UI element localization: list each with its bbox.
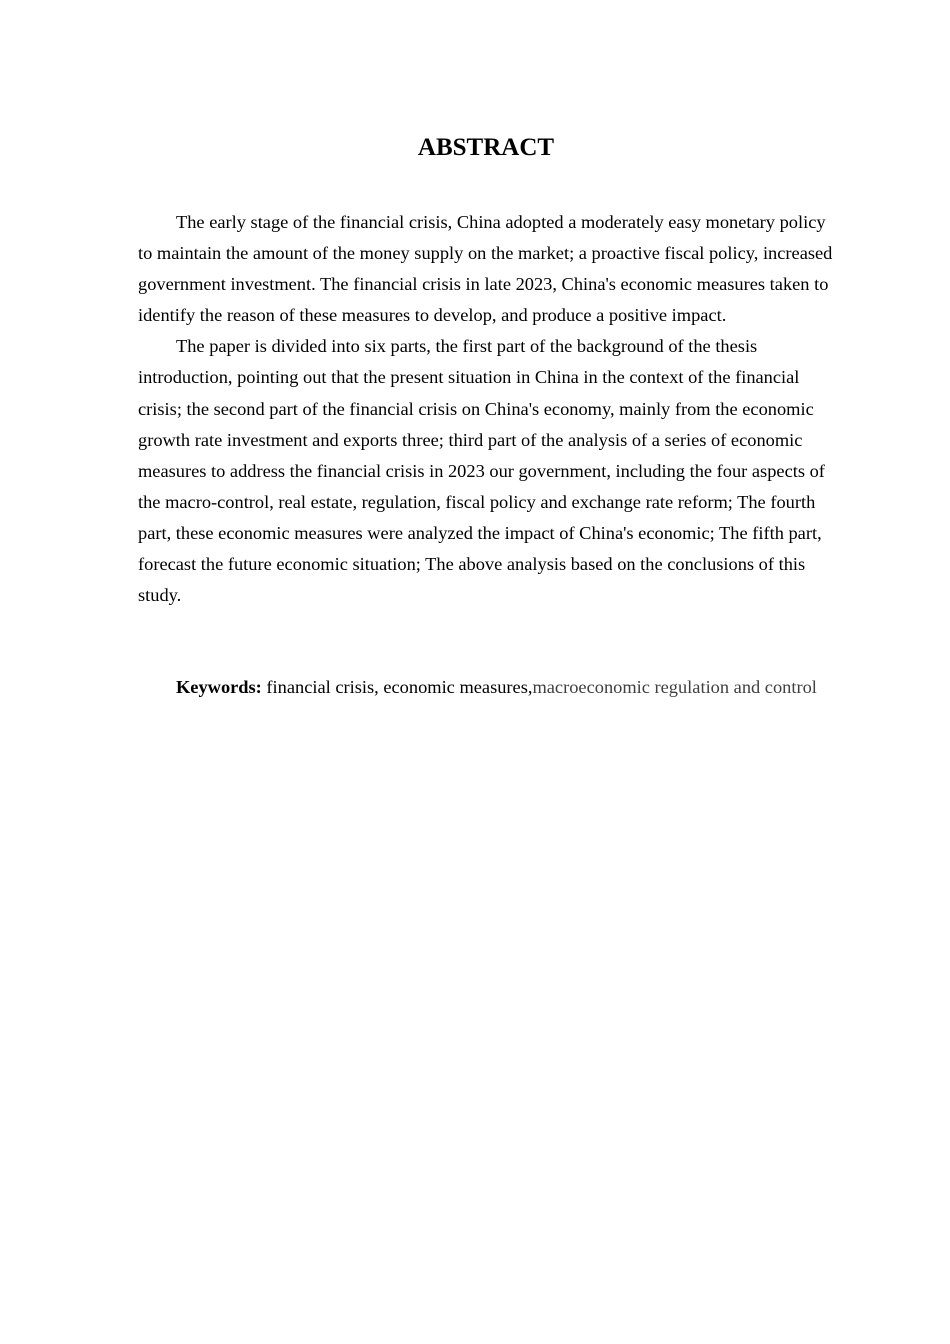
abstract-title: ABSTRACT bbox=[417, 134, 555, 161]
keywords-line bbox=[138, 672, 834, 703]
abstract-paragraph-2: The paper is divided into six parts, the first part of the background of the thesis introduction, pointing out that the present situation in China in the context of the financial crisis; the second part of the financial crisis on China's economy, mainly from the economic growth rate investment and exports three; third part of the analysis of a series of economic measures to address the financial crisis in 2023 our government, including the four aspects of the macro-control, real estate, regulation, fiscal policy and exchange rate reform; The fourth part, these economic measures were analyzed the impact of China's economic; The fifth part, forecast the future economic situation; The above analysis based on the conclusions of this study. bbox=[138, 336, 825, 606]
keywords-terms: financial crisis, economic measures, bbox=[261, 677, 533, 697]
keywords-terms-extra: macroeconomic regulation and control bbox=[532, 677, 817, 697]
abstract-body bbox=[138, 207, 834, 611]
keywords-label: Keywords: bbox=[176, 677, 262, 697]
abstract-paragraph-1: The early stage of the financial crisis, China adopted a moderately easy monetary policy to maintain the amount of the money supply on the market; a proactive fiscal policy, increased government investment. The financial crisis in late 2023, China's economic measures taken to identify the reason of these measures to develop, and produce a positive impact. bbox=[138, 212, 833, 326]
